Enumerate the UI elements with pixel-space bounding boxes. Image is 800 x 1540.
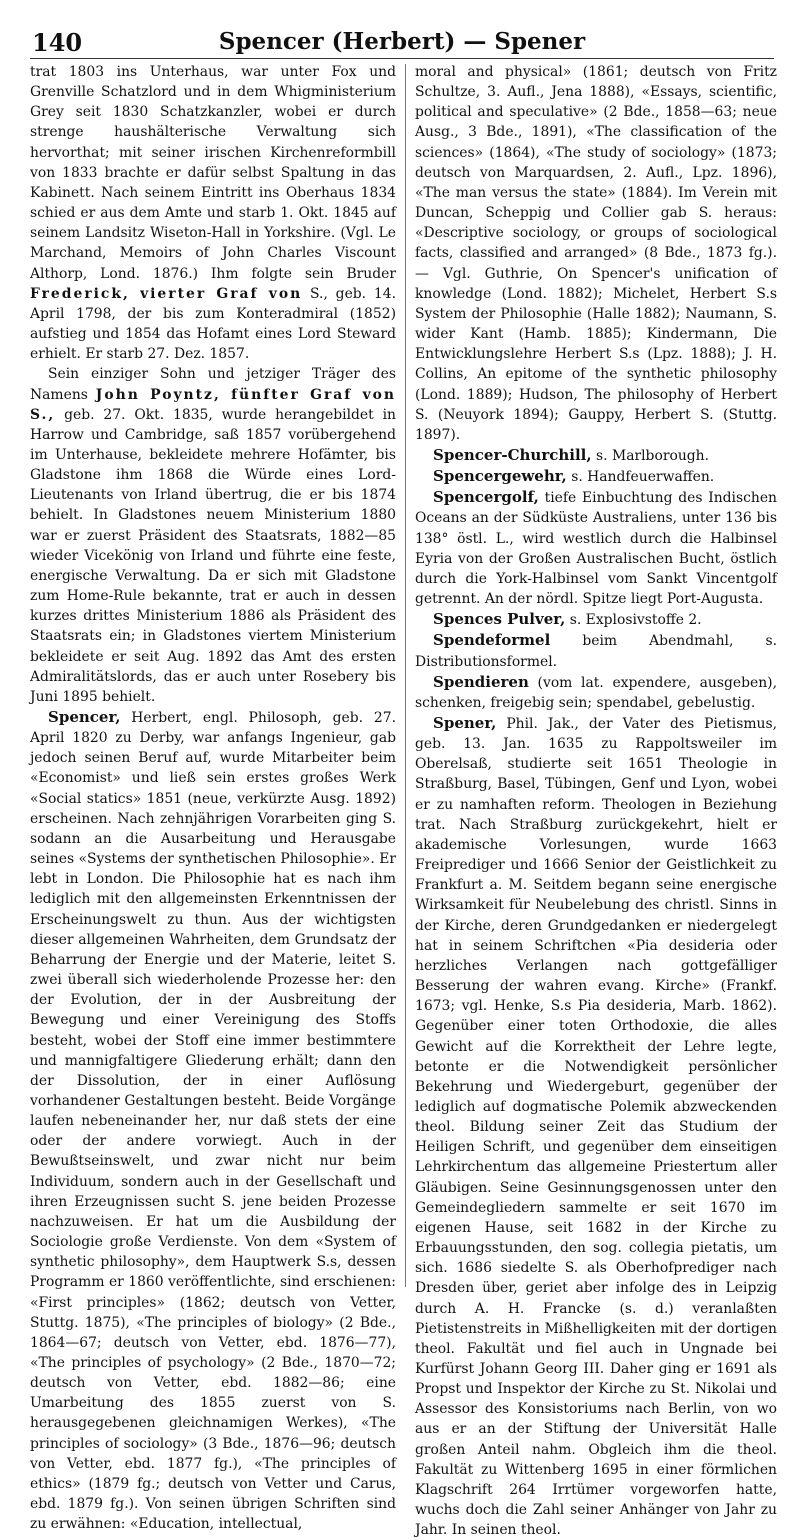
left-column (30, 62, 396, 1533)
entry-spencer-herbert (30, 707, 396, 1534)
headword: Spencer, (48, 708, 121, 726)
paragraph-text: geb. 27. Okt. 1835, wurde herangebildet in Harrow und Cambridge, saß 1857 vorübergehend im Unterhause, bekleidete mehrere Hofämter, bis Gladstone ihm 1868 die Würde eines Lord-Lieutenants von Irland übertrug, die er bis 1874 behielt. In Gladstones neuem Ministerium 1880 war er zuerst Präsident des Staatsrats, 1882—85 wieder Vicekönig von Irland und führte eine feste, energische Verwaltung. Da er sich mit Gladstone zum Home-Rule bekannte, trat er auch in dessen kurzes drittes Ministerium 1886 als Präsident des Staatsrats ein; in Gladstones viertem Ministerium bekleidete er seit Aug. 1892 das Amt des ersten Admiralitätslords, das er auch unter Rosebery bis Juni 1895 behielt. (30, 406, 396, 705)
entry-spencergolf (415, 487, 777, 609)
paragraph-john-poyntz (30, 364, 396, 707)
headword: Spencergolf, (433, 488, 539, 507)
entry-text: Phil. Jak., der Vater des Pietismus, geb. 13. Jan. 1635 zu Rappoltsweiler im Oberelsaß, studierte seit 1651 Theologie in Straßburg, Basel, Tübingen, Genf und Lyon, wobei er zu namhaften reform. Theologen in Beziehung trat. Nach Straßburg zurückgekehrt, hielt er akademische Vorlesungen, wurde 1663 Freiprediger und 1666 Senior der Geistlichkeit zu Frankfurt a. M. Seitdem begann seine energische Wirksamkeit für Neubelebung des christl. Sinns in der Kirche, deren Grundgedanken er niedergelegt hat in seinem Schriftchen «Pia desideria oder herzliches Verlangen nach gottgefälliger Besserung der wahren evang. Kirche» (Frankf. 1673; vgl. Henke, S.s Pia desideria, Marb. 1862). Gegenüber einer toten Orthodoxie, die alles Gewicht auf die Korrektheit der Lehre legte, betonte er die Notwendigkeit persönlicher Bekehrung und Wiedergeburt, gegenüber der lediglich auf dogmatische Polemik abzweckenden theol. Bildung seiner Zeit das Studium der Heiligen Schrift, und gegenüber dem einseitigen Lehrkirchentum das allgemeine Priestertum aller Gläubigen. Seine Gesinnungsgenossen unter den Gemeindegliedern sammelte er seit 1670 im eigenen Hause, seit 1682 in der Kirche zu Erbauungsstunden, den sog. collegia pietatis, um sich. 1686 siedelte S. als Oberhofprediger nach Dresden über, geriet aber infolge des in Leipzig durch A. H. Francke (s. d.) veranlaßten Pietistenstreits in Mißhelligkeiten mit der dortigen theol. Fakultät und fiel auch in Ungnade bei Kurfürst Johann Georg III. Daher ging er 1691 als Propst und Inspektor der Kirche zu St. Nikolai und Assessor des Konsistoriums nach Berlin, von wo aus er an der Stiftung der Universität Halle großen Anteil nahm. Obgleich ihm die theol. Fakultät zu Wittenberg 1695 in einer förmlichen Klagschrift 264 Irrtümer vorgeworfen hatte, wuchs doch die Zahl seiner Anhänger von Jahr zu Jahr. In seinen theol. (415, 716, 777, 1539)
paragraph-text: trat 1803 ins Unterhaus, war unter Fox und Grenville Schatzlord und in dem Whigministerium Grey seit 1830 Schatzkanzler, wobei er durch strenge haushälterische Verwaltung sich hervorthat; mit seiner irischen Kirchenreformbill von 1833 brachte er dafür selbst Spaltung in das Kabinett. Nach seinem Eintritt ins Oberhaus 1834 schied er aus dem Amte und starb 1. Okt. 1845 auf seinem Landsitz Wiseton-Hall in Yorkshire. (Vgl. Le Marchand, Memoirs of John Charles Viscount Althorp, Lond. 1876.) Ihm folgte sein Bruder (30, 64, 396, 282)
paragraph-spencer-althorp (30, 62, 396, 364)
paragraph-text: S., geb. 14. April 1798, der bis zum Konteradmiral (1852) aufstieg und 1854 das Hofamt eines Lord Steward erhielt. Er starb 27. Dez. 1857. (30, 285, 396, 363)
entry-spences-pulver (415, 609, 777, 630)
entry-text: tiefe Einbuchtung des Indischen Oceans an der Südküste Australiens, unter 136 bis 138° östl. L., wird westlich durch die Halbinsel Eyria von der Großen Australischen Bucht, östlich durch die York-Halbinsel vom Sankt Vincentgolf getrennt. An der nördl. Spitze liegt Port-Augusta. (415, 490, 778, 608)
entry-spencergewehr (415, 466, 777, 487)
headword: Spencergewehr, (433, 467, 567, 486)
headword: Spendeformel (433, 631, 551, 650)
entry-spendeformel (415, 630, 777, 671)
paragraph-text: Sein einziger Sohn und jetziger Träger des Namens (30, 366, 396, 403)
spaced-name: John Poyntz, fünfter Graf von S., (30, 386, 396, 423)
entry-text: beim Abendmahl, s. Distributionsformel. (415, 633, 778, 670)
headword: Spener, (433, 714, 497, 732)
column-divider (405, 64, 406, 1287)
entry-text: (vom lat. expendere, ausgeben), schenken, freigebig sein; spendabel, gebelustig. (415, 674, 777, 711)
running-head: Spencer (Herbert) — Spener (218, 28, 586, 55)
paragraph-spencer-works (415, 62, 777, 445)
page-header (30, 26, 774, 66)
header-rule (30, 58, 774, 59)
paragraph-text: moral and physical» (1861; deutsch von Fritz Schultze, 3. Aufl., Jena 1888), «Essays, scientific, political and speculative» (2 Bde., 1858—63; neue Ausg., 3 Bde., 1891), «The classification of the sciences» (1864), «The study of sociology» (1873; deutsch von Marquardsen, 2. Aufl., Lpz. 1896), «The man versus the state» (1884). Im Verein mit Duncan, Scheppig und Collier gab S. heraus: «Descriptive sociology, or groups of sociological facts, classified and arranged» (8 Bde., 1873 fg.). — Vgl. Guthrie, On Spencer's unification of knowledge (Lond. 1882); Michelet, Herbert S.s System der Philosophie (Halle 1882); Naumann, S. wider Kant (Hamb. 1885); Kindermann, Die Entwicklungslehre Herbert S.s (Lpz. 1888); J. H. Collins, An epitome of the synthetic philosophy (Lond. 1889); Hudson, The philosophy of Herbert S. (Neuyork 1894); Gauppy, Herbert S. (Stuttg. 1897). (415, 64, 777, 443)
entry-text: Herbert, engl. Philosoph, geb. 27. April 1820 zu Derby, war anfangs Ingenieur, gab jedoch seinen Beruf auf, wurde Mitarbeiter beim «Economist» und ließ sein erstes großes Werk «Social statics» 1851 (neue, verkürzte Ausg. 1892) erscheinen. Nach zehnjährigen Vorarbeiten ging S. sodann an die Ausarbeitung und Herausgabe seines «Systems der synthetischen Philosophie». Er lebt in London. Die Philosophie hat es nach ihm lediglich mit den allgemeinsten Erkenntnissen der Erscheinungswelt zu thun. Aus der wichtigsten dieser allgemeinen Wahrheiten, dem Grundsatz der Beharrung der Energie und der Materie, leitet S. zwei überall sich wiederholende Prozesse her: den der Evolution, der in der Ausbreitung der Bewegung und einer Vereinigung des Stoffs besteht, wobei der Stoff eine immer bestimmtere und mannigfaltigere Gliederung erhält; dann den der Dissolution, der in einer Auflösung vorhandener Gestaltungen besteht. Beide Vorgänge laufen nebeneinander her, nur daß stets der eine oder der andere vorwiegt. Auch in der Bewußtseinswelt, und zwar nicht nur beim Individuum, sondern auch in der Gesellschaft und ihren Erzeugnissen sucht S. jene beiden Prozesse nachzuweisen. Er hat um die Ausbildung der Sociologie große Verdienste. Von dem «System of synthetic philosophy», dem Hauptwerk S.s, dessen Programm er 1860 veröffentlichte, sind erschienen: «First principles» (1862; deutsch von Vetter, Stuttg. 1875), «The principles of biology» (2 Bde., 1864—67; deutsch von Vetter, ebd. 1876—77), «The principles of psychology» (2 Bde., 1870—72; deutsch von Vetter, ebd. 1882—86; eine Umarbeitung des 1855 zuerst von S. herausgegebenen gleichnamigen Werkes), «The principles of sociology» (3 Bde., 1876—96; deutsch von Vetter, ebd. 1877 fg.), «The principles of ethics» (1879 fg.; deutsch von Vetter und Carus, ebd. 1879 fg.). Von seinen übrigen Schriften sind zu erwähnen: «Education, intellectual, (30, 710, 396, 1533)
entry-spener (415, 713, 777, 1540)
entry-text: s. Explosivstoffe 2. (569, 612, 702, 629)
spaced-name: Frederick, vierter Graf von (30, 285, 303, 302)
entry-text: s. Marlborough. (596, 447, 710, 464)
headword: Spences Pulver, (433, 610, 566, 629)
entry-spencer-churchill (415, 445, 777, 466)
headword: Spencer-Churchill, (433, 445, 592, 464)
right-column (415, 62, 778, 1539)
entry-text: s. Handfeuerwaffen. (571, 469, 715, 486)
page-number: 140 (32, 28, 83, 57)
headword: Spendieren (433, 672, 529, 691)
entry-spendieren (415, 672, 777, 713)
